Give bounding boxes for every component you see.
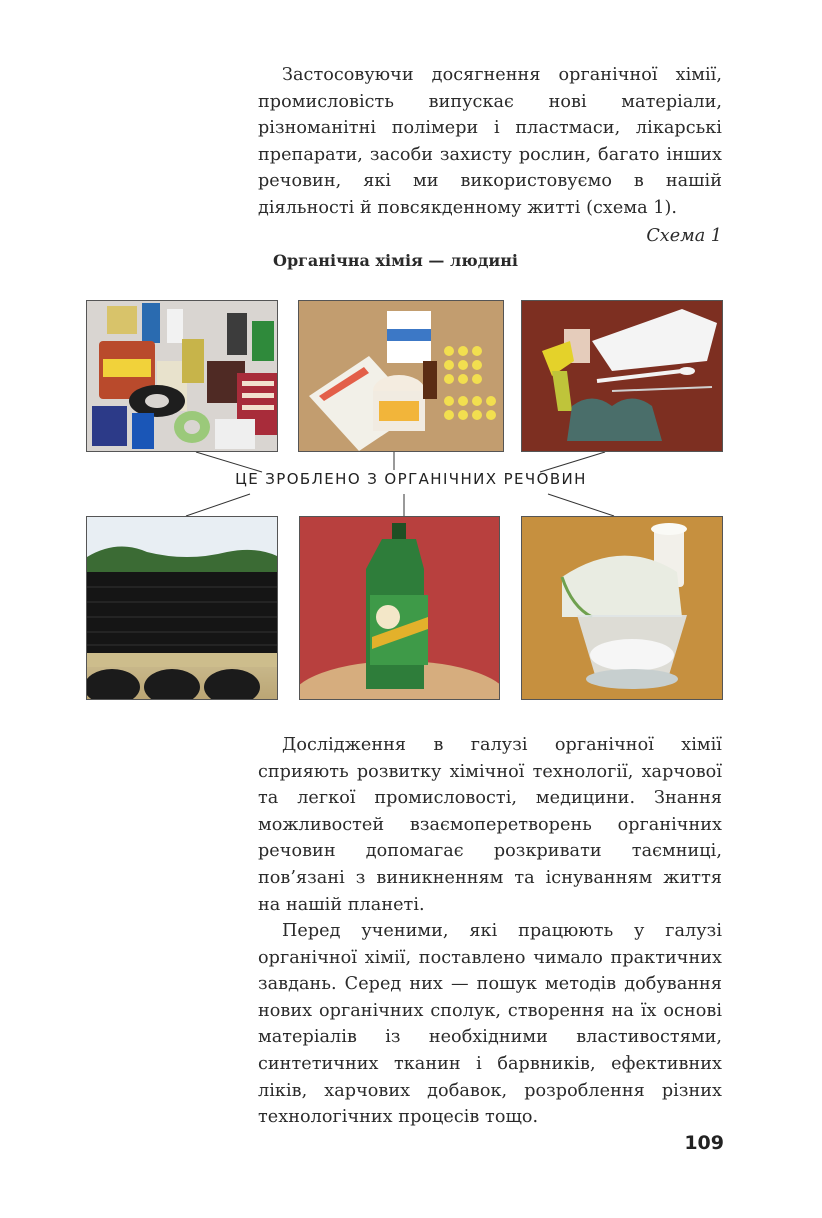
page-number: 109 (684, 1132, 724, 1154)
tyres-photo (86, 516, 278, 700)
medicines-photo (298, 300, 504, 452)
food-processor-photo (521, 516, 723, 700)
tasks-paragraph: Перед ученими, які працюють у галузі органічної хімії, поставлено чимало практичних завдань. Серед них — пошук методів добування нових органічних сполук, створення на їх основі матеріалів із необхідними властивостями, синтетичних тканин і барвників, ефективних ліків, харчових добавок, розроблення різних технологічних процесів тощо. (258, 921, 722, 1128)
scheme-label: Схема 1 (646, 226, 722, 246)
research-paragraph: Дослідження в галузі органічної хімії сприяють розвитку хімічної технології, харчової та легкої промисловості, медицини. Знання можливостей взаємоперетворень органічних речовин допомагає розкривати таємниці, пов’язані з виникненням та існуванням життя на нашій планеті. (258, 735, 722, 915)
scheme-title: Органічна хімія — людині (273, 251, 519, 270)
intro-paragraph: Застосовуючи досягнення органічної хімії, промисловість випускає нові матеріали, різноманітні полімери і пластмаси, лікарські препарати, засоби захисту рослин, багато інших речовин, які ми використовуємо в нашій діяльності й повсякденному житті (схема 1). (258, 65, 722, 218)
household-products-photo (86, 300, 278, 452)
plastic-items-photo (521, 300, 723, 452)
motor-oil-bottle-photo (299, 516, 500, 700)
scheme-center-label: ЦЕ ЗРОБЛЕНО З ОРГАНІЧНИХ РЕЧОВИН (235, 470, 587, 488)
